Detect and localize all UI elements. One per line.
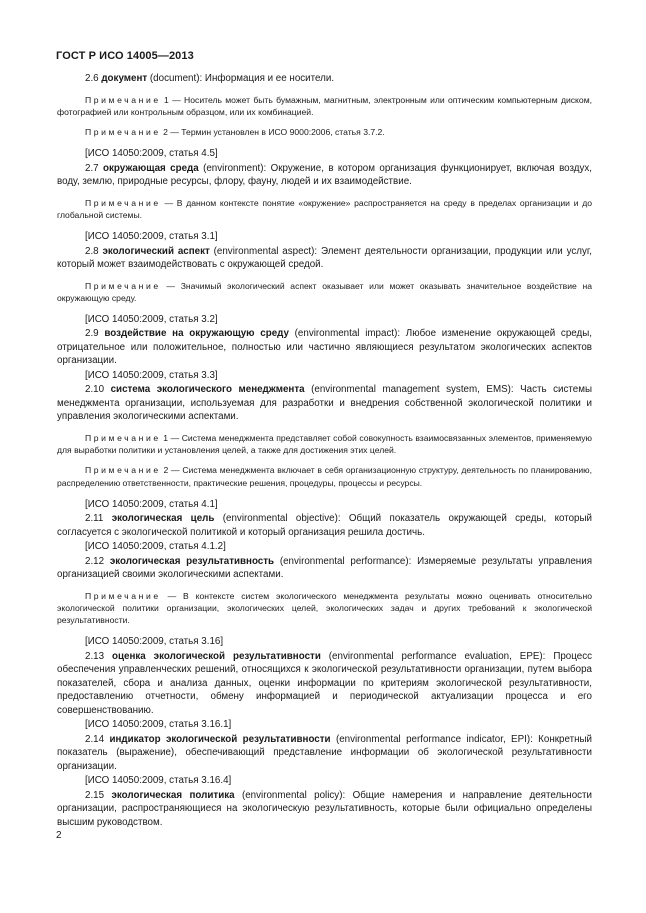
term-name: документ: [101, 73, 148, 84]
note-text: 2 — Термин установлен в ИСО 9000:2006, статья 3.7.2.: [160, 126, 385, 137]
note-text: 2 — Система менеджмента включает в себя организационную структуру, деятельность по планированию, распределению ответственности, практические решения, процедуры, процессы и ресурсы.: [57, 465, 592, 488]
term-definition: [57, 733, 592, 774]
term-name: экологический аспект: [102, 245, 210, 257]
source-reference: [ИСО 14050:2009, статья 3.3]: [85, 369, 218, 381]
note-text: 1 — Носитель может быть бумажным, магнитным, электронным или оптическим компьютерным диском, фотографией или контрольным образцом, или их комбинацией.: [57, 94, 592, 117]
term-definition: [57, 72, 592, 86]
note-label: Примечание: [85, 465, 161, 476]
note-text: — Значимый экологический аспект оказывает или может оказывать значительное воздействие на окружающую среду.: [57, 280, 592, 303]
term-name: экологическая цель: [111, 513, 215, 525]
term-definition: [57, 512, 592, 539]
note: [57, 197, 592, 221]
source-reference: [ИСО 14050:2009, статья 3.16.4]: [85, 775, 232, 787]
term-number: 2.9: [85, 328, 105, 340]
note: [57, 126, 592, 138]
term-definition: [57, 327, 592, 368]
note-label: Примечание: [85, 280, 161, 291]
term-name: воздействие на окружающую среду: [104, 328, 289, 340]
term-definition: [57, 555, 592, 582]
note-text: — В данном контексте понятие «окружение» распространяется на среду в пределах организации и до глобальной системы.: [57, 197, 592, 220]
term-text: (environment): Окружение, в котором организация функционирует, включая воздух, воду, землю, природные ресурсы, флору, фауну, людей и их взаимодействие.: [57, 162, 593, 188]
note-label: Примечание: [85, 432, 161, 443]
source-reference: [ИСО 14050:2009, статья 4.1.2]: [85, 541, 226, 553]
term-definition: [57, 650, 592, 718]
term-definition: [57, 162, 592, 189]
source-reference: [ИСО 14050:2009, статья 3.16.1]: [85, 719, 232, 731]
page-number: 2: [56, 830, 62, 841]
term-name: экологическая результативность: [109, 555, 275, 567]
term-number: 2.14: [85, 733, 110, 745]
term-text: (document): Информация и ее носители.: [147, 73, 335, 84]
note: [57, 94, 592, 118]
source-reference: [ИСО 14050:2009, статья 4.1]: [85, 498, 218, 510]
term-number: 2.11: [85, 513, 112, 525]
term-name: оценка экологической результативности: [112, 650, 321, 662]
note: [57, 432, 592, 456]
term-text: (environmental impact): Любое изменение окружающей среды, отрицательное или положительное, полностью или частично являющиеся результатом экологических аспектов организации.: [57, 328, 592, 367]
term-name: индикатор экологической результативности: [109, 733, 331, 745]
source-reference: [ИСО 14050:2009, статья 4.5]: [85, 148, 218, 160]
note-label: Примечание: [85, 197, 161, 208]
source-reference: [ИСО 14050:2009, статья 3.1]: [85, 231, 218, 243]
term-number: 2.13: [85, 650, 113, 662]
note-text: 1 — Система менеджмента представляет собой совокупность взаимосвязанных элементов, применяемую для выработки политики и установления целей, а также для достижения этих целей.: [57, 432, 592, 456]
term-number: 2.10: [85, 384, 111, 396]
note-label: Примечание: [85, 126, 161, 137]
term-name: окружающая среда: [103, 162, 199, 174]
term-number: 2.15: [85, 789, 112, 801]
term-text: (environmental performance): Измеряемые результаты управления организацией своими экологическими аспектами.: [57, 555, 592, 581]
term-number: 2.6: [85, 73, 102, 84]
term-text: (environmental policy): Общие намерения и направление деятельности организации, распространяющиеся на экологическую результативность, которые были официально определены высшим руководством.: [57, 789, 592, 828]
term-definition: [57, 245, 592, 272]
source-reference: [ИСО 14050:2009, статья 3.2]: [85, 313, 218, 325]
term-definition: [57, 789, 592, 830]
term-text: (environmental aspect): Элемент деятельности организации, продукции или услуг, который может взаимодействовать с окружающей средой.: [57, 245, 592, 271]
term-text: (environmental objective): Общий показатель окружающей среды, который согласуется с экологической политикой и который организация решила достичь.: [57, 513, 592, 538]
document-header: ГОСТ Р ИСО 14005—2013: [56, 50, 194, 62]
note-label: Примечание: [85, 94, 161, 105]
note: [57, 280, 592, 304]
term-name: экологическая политика: [111, 789, 235, 801]
note: [57, 590, 592, 627]
document-body: [57, 72, 592, 829]
term-text: (environmental performance indicator, EPI): Конкретный показатель (выражение), обеспечивающий представление информации об экологической результативности организации.: [57, 733, 592, 772]
note-text: — В контексте систем экологического менеджмента результаты можно оценивать относительно экологической политики организации, экологических целей, экологических задач и других требований к экологической результативности.: [57, 590, 592, 626]
term-text: (environmental performance evaluation, EPE): Процесс обеспечения управленческих решений, относящихся к экологической результативности организации, путем выбора показателей, сбора и анализа данных, оценки информации по критериям экологической результативности, предоставлению отчетности, обмену информацией и периодической актуализации процесса и его совершенствованию.: [57, 650, 592, 716]
term-number: 2.12: [85, 555, 110, 567]
term-text: (environmental management system, EMS): Часть системы менеджмента организации, используемая для разработки и внедрения собственной экологической политики и управления экологическими аспектами.: [57, 384, 593, 423]
note-label: Примечание: [85, 590, 161, 601]
term-definition: [57, 383, 592, 424]
term-number: 2.7: [85, 162, 104, 174]
note: [57, 464, 592, 488]
source-reference: [ИСО 14050:2009, статья 3.16]: [85, 636, 224, 648]
term-number: 2.8: [85, 245, 103, 257]
term-name: система экологического менеджмента: [110, 384, 305, 396]
